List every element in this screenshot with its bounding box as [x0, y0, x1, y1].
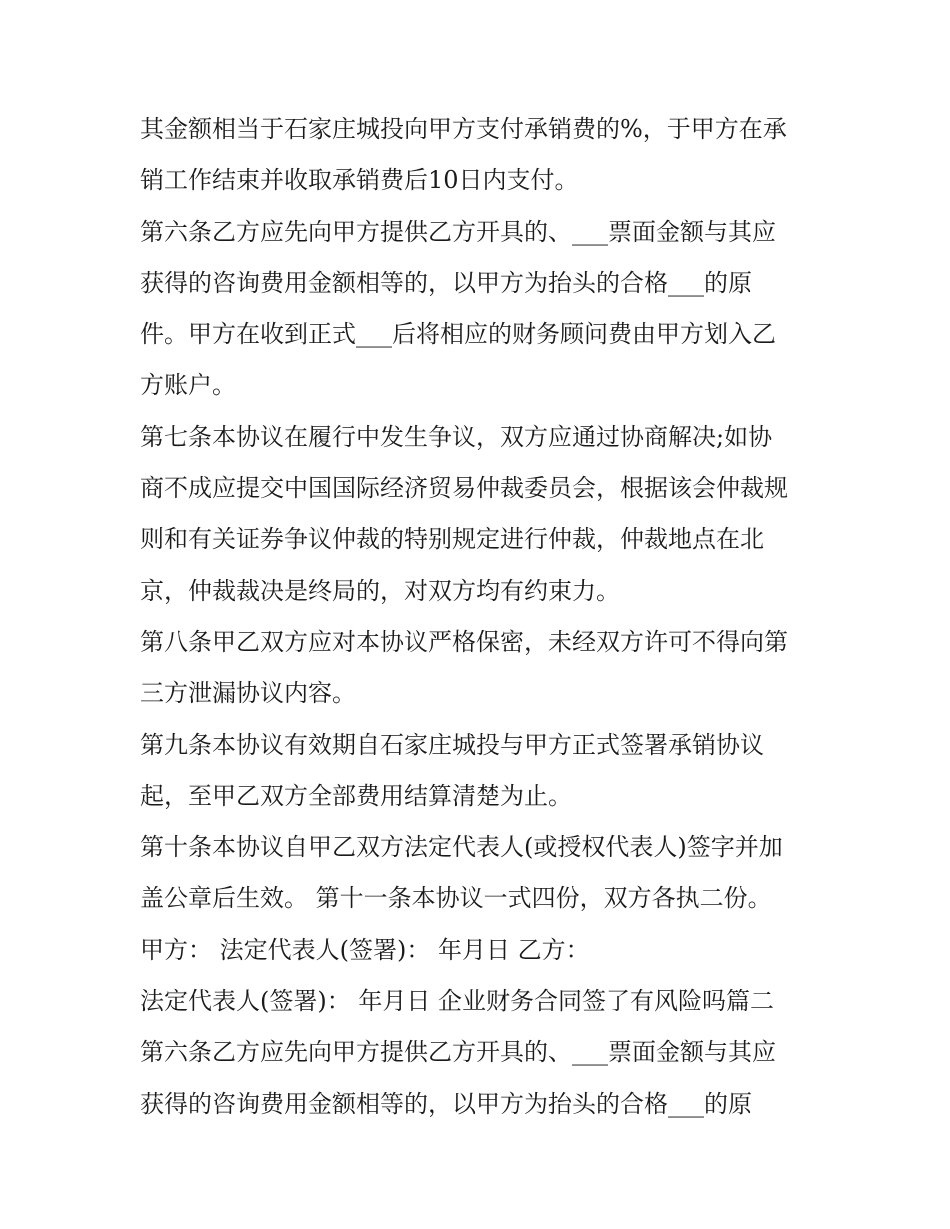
text-line: 第九条本协议有效期自石家庄城投与甲方正式签署承销协议	[140, 730, 764, 759]
text-line: 起，至甲乙双方全部费用结算清楚为止。	[140, 781, 572, 810]
text-line: 其金额相当于石家庄城投向甲方支付承销费的%，于甲方在承	[140, 115, 787, 143]
text-line: 法定代表人(签署)： 年月日 企业财务合同签了有风险吗篇二	[140, 987, 774, 1016]
text-line: 第十条本协议自甲乙双方法定代表人(或授权代表人)签字并加	[140, 833, 783, 862]
text-line: 方账户。	[140, 371, 236, 400]
text-line: 件。甲方在收到正式___后将相应的财务顾问费由甲方划入乙	[140, 320, 776, 349]
text-line: 则和有关证券争议仲裁的特别规定进行仲裁，仲裁地点在北	[140, 525, 764, 554]
text-line: 盖公章后生效。 第十一条本协议一式四份，双方各执二份。	[140, 884, 772, 913]
text-line: 甲方： 法定代表人(签署)： 年月日 乙方：	[140, 935, 590, 964]
text-line: 第八条甲乙双方应对本协议严格保密，未经双方许可不得向第	[140, 627, 788, 656]
text-line: 获得的咨询费用金额相等的，以甲方为抬头的合格___的原	[140, 268, 752, 297]
text-line: 第六条乙方应先向甲方提供乙方开具的、___票面金额与其应	[140, 217, 776, 246]
text-line: 第七条本协议在履行中发生争议，双方应通过协商解决;如协	[140, 422, 773, 451]
text-line: 销工作结束并收取承销费后10日内支付。	[140, 166, 579, 195]
text-line: 京，仲裁裁决是终局的，对双方均有约束力。	[140, 576, 620, 605]
text-line: 三方泄漏协议内容。	[140, 679, 356, 708]
text-line: 商不成应提交中国国际经济贸易仲裁委员会，根据该会仲裁规	[140, 474, 788, 503]
text-line: 获得的咨询费用金额相等的，以甲方为抬头的合格___的原	[140, 1089, 752, 1118]
document-body	[140, 104, 830, 1130]
text-line: 第六条乙方应先向甲方提供乙方开具的、___票面金额与其应	[140, 1038, 776, 1067]
